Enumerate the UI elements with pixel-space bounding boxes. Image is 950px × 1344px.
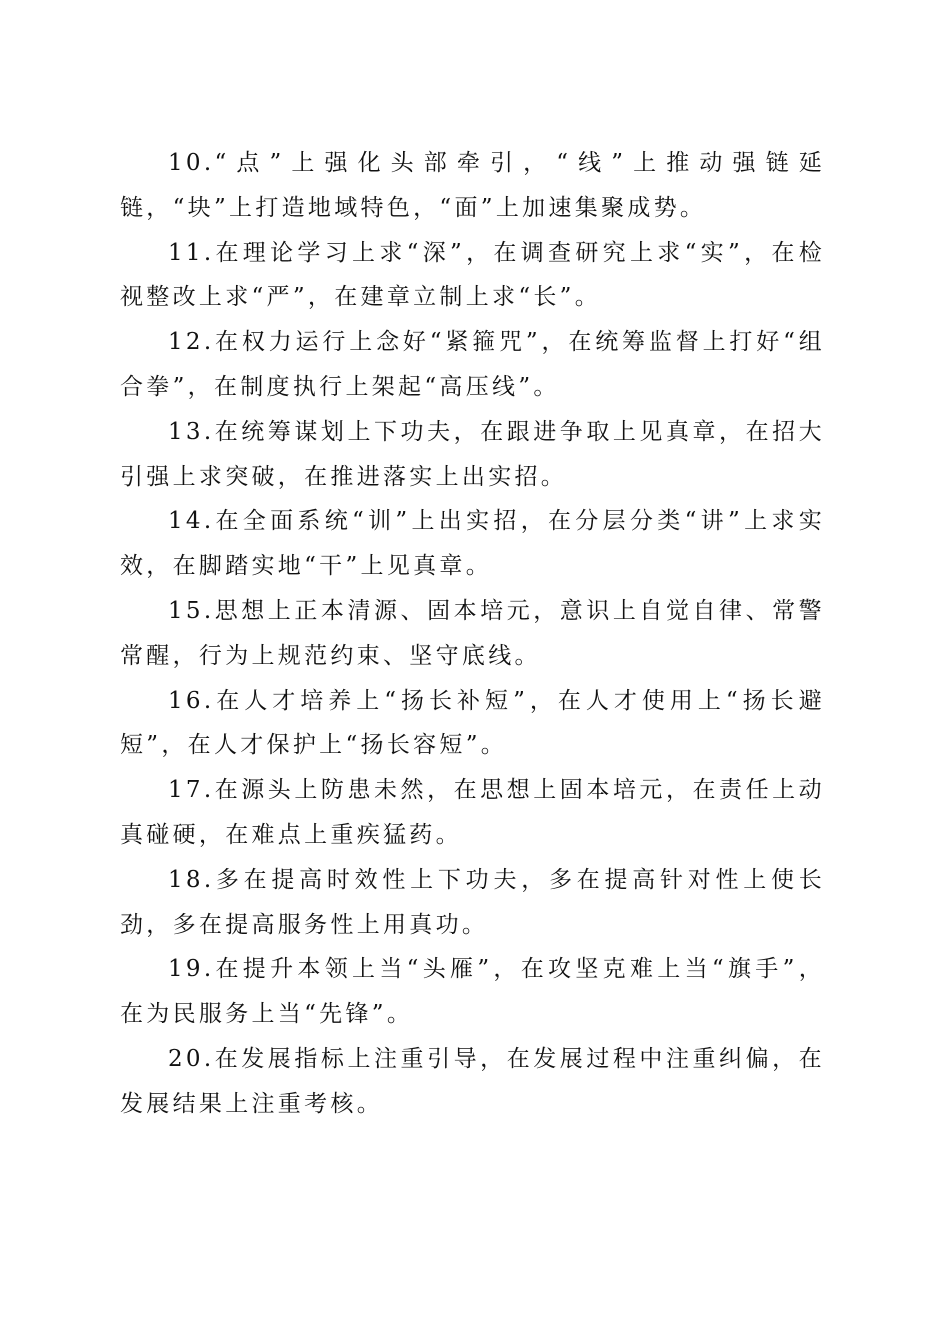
paragraph-13: 13.在统筹谋划上下功夫，在跟进争取上见真章，在招大引强上求突破，在推进落实上出实招。 (120, 418, 825, 490)
paragraph-10: 10.“点”上强化头部牵引，“线”上推动强链延链，“块”上打造地域特色，“面”上加速集聚成势。 (120, 150, 825, 221)
paragraph-19: 19.在提升本领上当“头雁”，在攻坚克难上当“旗手”，在为民服务上当“先锋”。 (120, 956, 825, 1028)
paragraph-11: 11.在理论学习上求“深”，在调查研究上求“实”，在检视整改上求“严”，在建章立制上求“长”。 (120, 239, 825, 311)
paragraph-16: 16.在人才培养上“扬长补短”，在人才使用上“扬长避短”，在人才保护上“扬长容短”。 (120, 687, 825, 759)
paragraph-12: 12.在权力运行上念好“紧箍咒”，在统筹监督上打好“组合拳”，在制度执行上架起“高压线”。 (120, 329, 825, 400)
paragraph-17: 17.在源头上防患未然，在思想上固本培元，在责任上动真碰硬，在难点上重疾猛药。 (120, 777, 825, 848)
paragraph-20: 20.在发展指标上注重引导，在发展过程中注重纠偏，在发展结果上注重考核。 (120, 1045, 825, 1117)
paragraph-15: 15.思想上正本清源、固本培元，意识上自觉自律、常警常醒，行为上规范约束、坚守底线。 (120, 597, 825, 669)
paragraph-14: 14.在全面系统“训”上出实招，在分层分类“讲”上求实效，在脚踏实地“干”上见真章。 (120, 508, 825, 580)
paragraph-18: 18.多在提高时效性上下功夫，多在提高针对性上使长劲，多在提高服务性上用真功。 (120, 866, 825, 938)
document-body (120, 141, 825, 1127)
